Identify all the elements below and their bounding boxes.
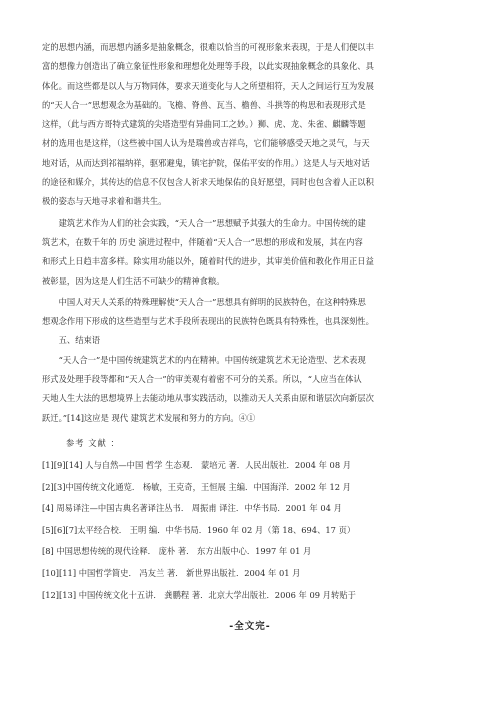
- text-line: 中国人对天人关系的特殊理解使“天人合一”思想具有鲜明的民族特色，在这种特殊思: [58, 296, 366, 307]
- text-line: 被彰显，因为这是人们生活不可缺少的精神食粮。: [42, 275, 225, 286]
- reference-item: [5][6][7]太平经合校． 王明 编．中华书局．1960 年 02 月（第 18、694、17 页）: [42, 524, 356, 535]
- reference-item: [4] 周易译注—中国古典名著译注丛书． 周振甫 译注．中华书局．2001 年 04 月: [42, 503, 342, 514]
- text-line: 建筑艺术作为人们的社会实践，“天人合一”思想赋予其强大的生命力。中国传统的建: [58, 217, 366, 228]
- text-line: 地对话，从而达到祁福纳祥，驱邪避鬼，镇宅护院，保佑平安的作用。）这是人与天地对话: [42, 157, 370, 168]
- text-line: 和形式上日趋丰富多样。除实用功能以外，随着时代的进步，其审美价值和教化作用正日益: [42, 256, 374, 267]
- text-line: 筑艺术，在数千年的 历史 演进过程中，伴随着“天人合一”思想的形成和发展，其在内容: [42, 236, 363, 247]
- text-line: 的“天人合一”思想观念为基础的。飞檐、脊兽、瓦当、檐兽、斗拱等的构思和表现形式是: [42, 99, 366, 110]
- references-list: [42, 455, 466, 606]
- text-line: 这样，（此与西方哥特式建筑的尖塔造型有异曲同工之妙。）狮、虎、龙、朱雀、麒麟等题: [42, 119, 366, 130]
- text-line: 体化。而这些都是以人与万物同体，要求天道变化与人之所望相符，天人之间运行互为发展: [42, 80, 374, 91]
- text-line: 形式及处理手段等都和“天人合一”的审美观有着密不可分的关系。所以，“人应当在体认: [42, 374, 362, 385]
- text-line: 定的思想内涵，而思想内涵多是抽象概念，很难以恰当的可视形象来表现，于是人们便以丰: [42, 42, 374, 52]
- text-line: 天地人生大法的思想境界上去能动地从事实践活动，以推动天人关系由原和谐层次向新层次: [42, 393, 374, 404]
- text-line: 极的姿态与天地寻求着和谐共生。: [42, 196, 167, 207]
- text-line: 材的选用也是这样，（这些被中国人认为是瑞兽或吉祥鸟，它们能够感受天地之灵气，与天: [42, 138, 370, 149]
- text-line: 富的想像力创造出了确立象征性形象和理想化处理等手段，以此实现抽象概念的具象化、具: [42, 61, 374, 72]
- paragraph-2: [42, 214, 466, 291]
- paragraph-1: [42, 38, 466, 212]
- paragraph-3: [42, 293, 466, 332]
- text-line: “天人合一”是中国传统建筑艺术的内在精神。中国传统建筑艺术无论造型、艺术表现: [58, 354, 366, 365]
- references-title: 参考 文献 ：: [66, 437, 120, 448]
- text-line: 的途径和媒介，其传达的信息不仅包含人祈求天地保佑的良好愿望，同时也包含着人正以积: [42, 177, 374, 188]
- reference-item: [12][13] 中国传统文化十五讲． 龚鹏程 著．北京大学出版社．2006 年 09 月转贴于: [42, 589, 356, 600]
- reference-item: [10][11] 中国哲学简史． 冯友兰 著． 新世界出版社．2004 年 01 月: [42, 567, 301, 578]
- paragraph-4: [42, 351, 466, 428]
- reference-item: [2][3]中国传统文化通览． 杨敏，王克奇，王恒展 主编．中国海洋．2002 年 12 月: [42, 481, 351, 492]
- section-heading: 五、结束语: [58, 335, 101, 346]
- end-of-article-mark: -全文完-: [229, 621, 271, 632]
- reference-item: [8] 中国思想传统的现代诠释． 庞朴 著． 东方出版中心．1997 年 01 月: [42, 546, 312, 557]
- reference-item: [1][9][14] 人与自然—中国 哲学 生态观． 蒙培元 著．人民出版社．2004 年 08 月: [42, 459, 352, 470]
- text-line: 想观念作用下形成的这些造型与艺术手段所表现出的民族特色既具有特殊性，也具深刻性。: [42, 316, 374, 327]
- text-line: 跃迁。”[14]这应是 现代 建筑艺术发展和努力的方向。④①: [42, 412, 256, 423]
